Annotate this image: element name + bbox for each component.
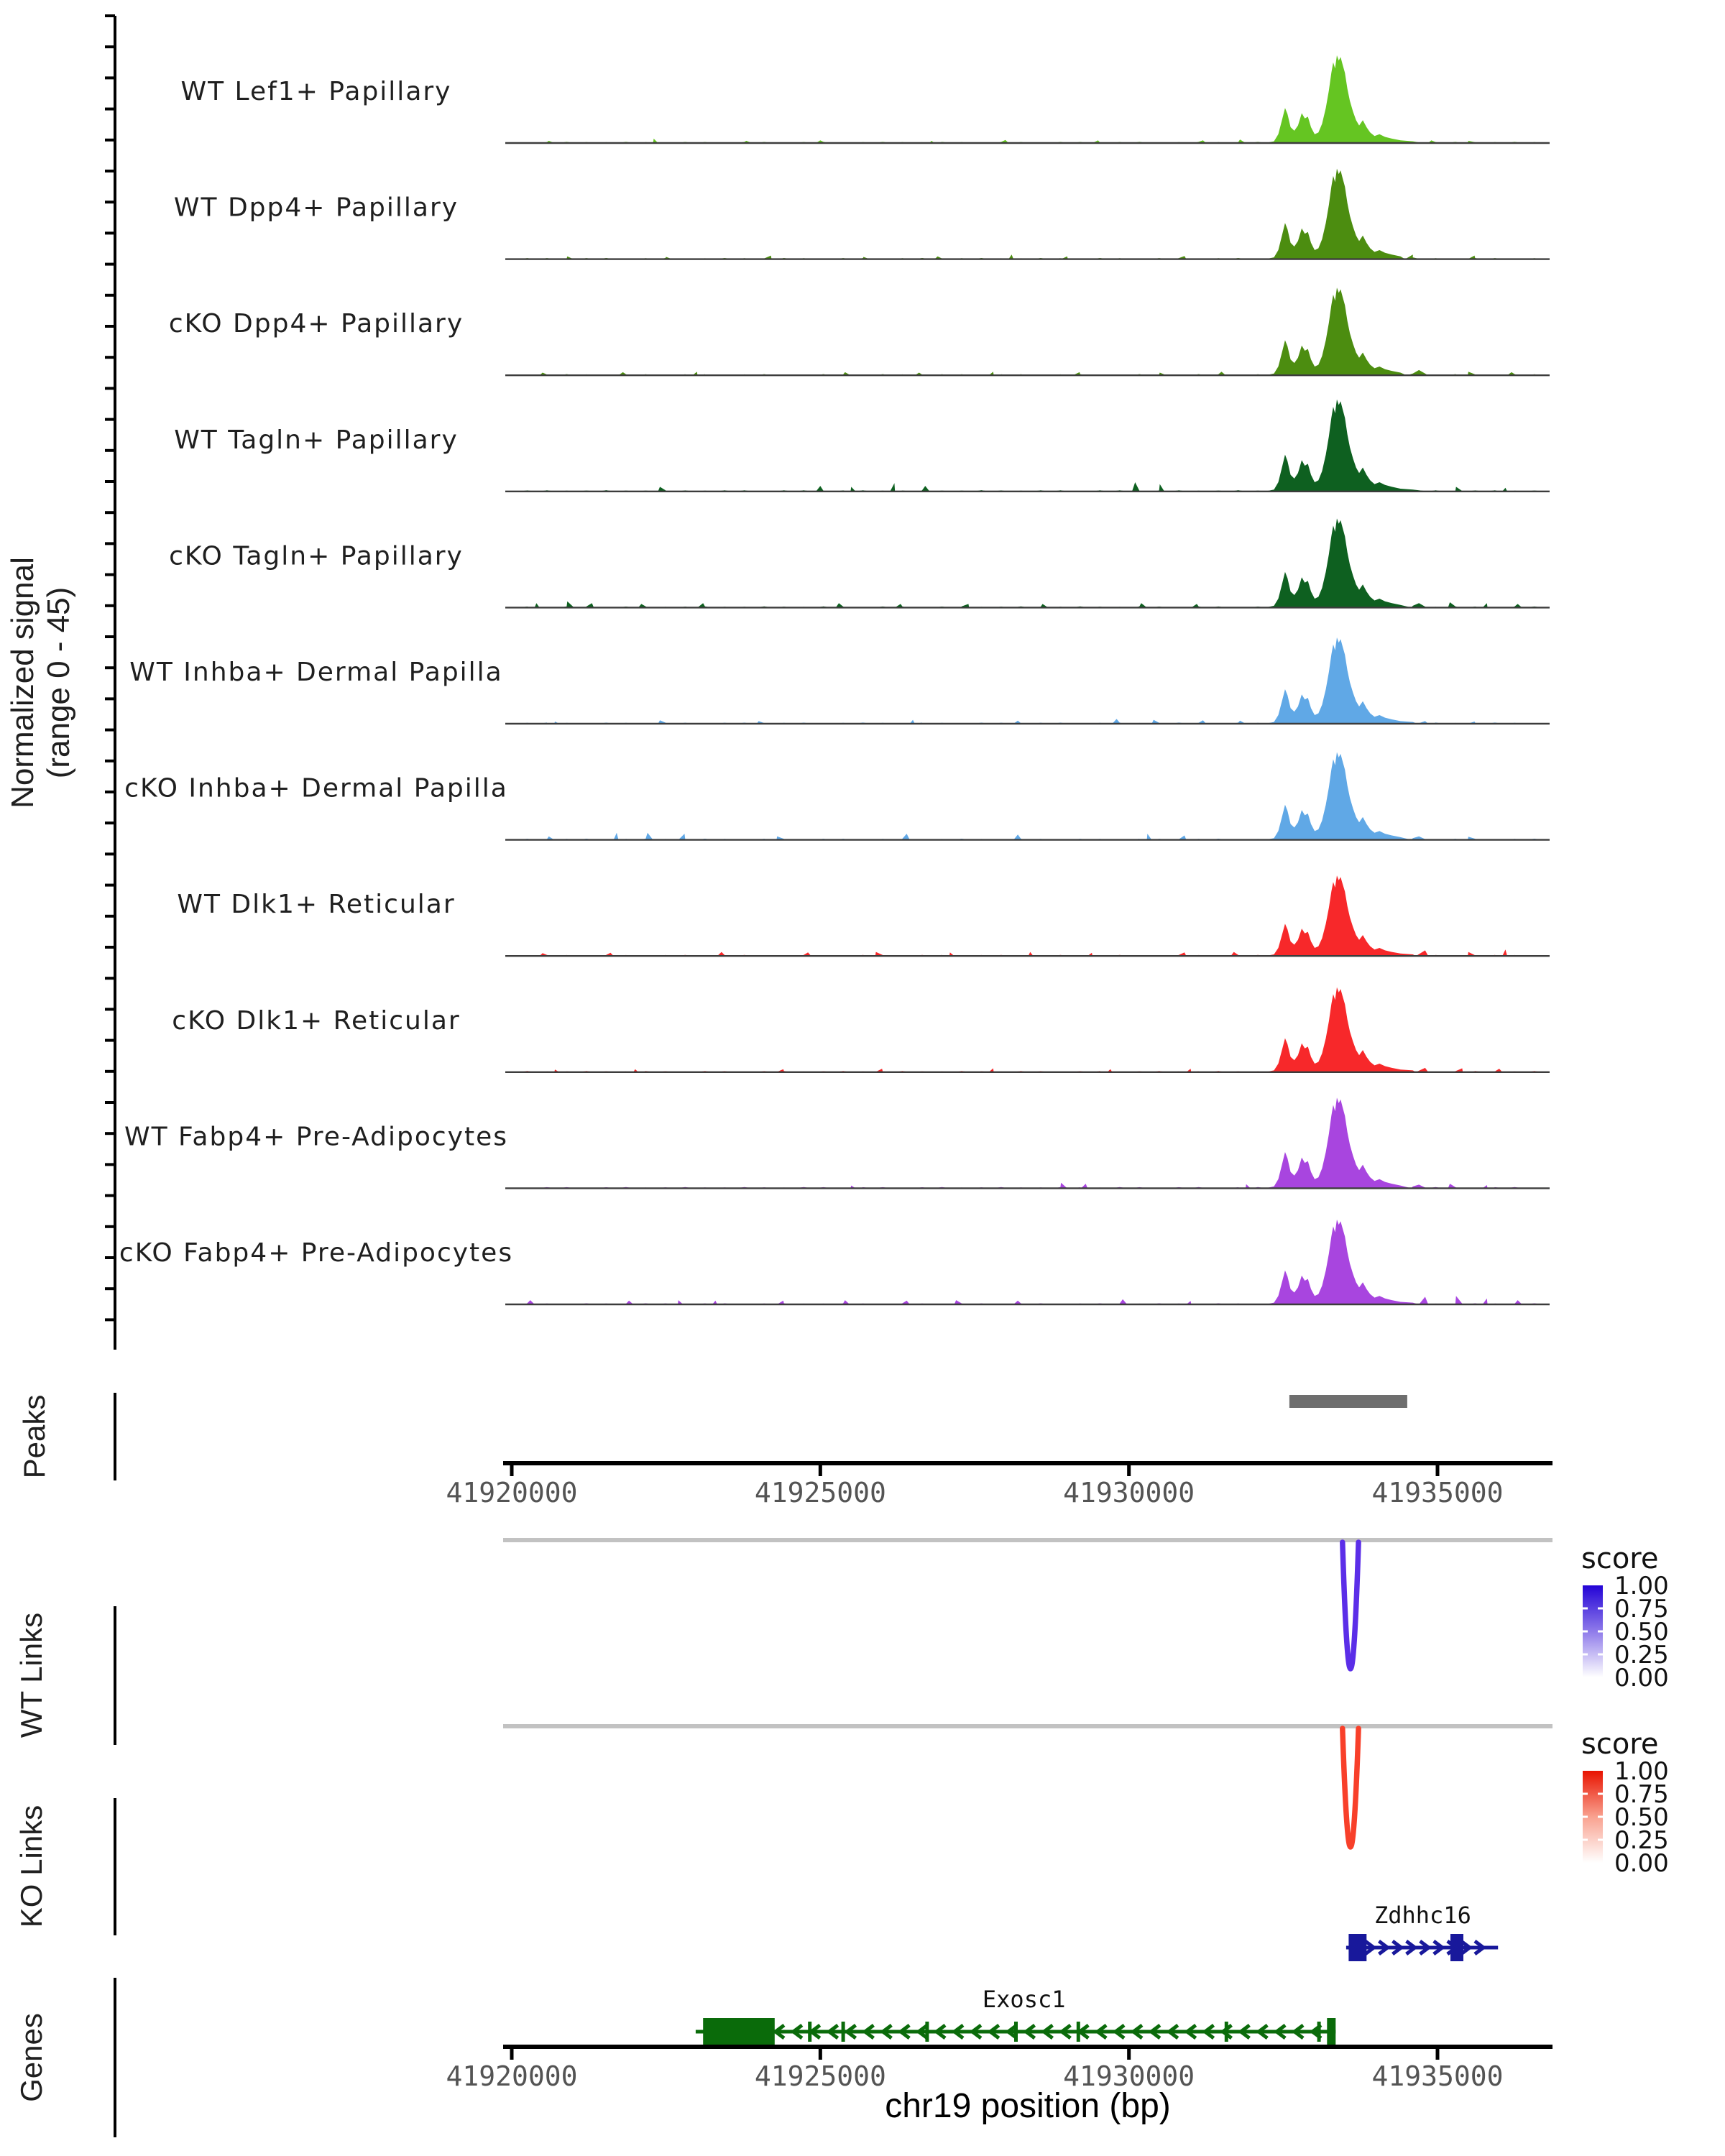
track-label: WT Fabp4+ Pre-Adipocytes <box>124 1122 508 1152</box>
signal-y-axis <box>105 16 115 1350</box>
signal-track-row <box>124 1097 1550 1188</box>
signal-area <box>509 518 1550 607</box>
signal-area <box>509 1220 1550 1304</box>
signal-area <box>509 637 1550 724</box>
track-label: WT Dlk1+ Reticular <box>177 890 456 920</box>
signal-track-row <box>172 987 1550 1072</box>
track-label: WT Tagln+ Papillary <box>174 425 459 455</box>
track-label: cKO Fabp4+ Pre-Adipocytes <box>119 1238 514 1268</box>
gene-exon-tick <box>1077 2022 1080 2042</box>
score-tick-label: 0.50 <box>1614 1618 1669 1646</box>
signal-track-row <box>124 752 1550 840</box>
signal-area <box>509 875 1550 956</box>
signal-track-row <box>181 55 1550 143</box>
genome-axis-tick-label: 41920000 <box>446 1477 578 1508</box>
wt-score-legend <box>1583 1572 1669 1692</box>
score-tick-label: 0.00 <box>1614 1849 1669 1878</box>
score-tick-label: 0.25 <box>1614 1641 1669 1669</box>
peaks-track <box>1289 1395 1407 1408</box>
genome-axis-tick-label: 41935000 <box>1371 1477 1504 1508</box>
track-label: cKO Tagln+ Papillary <box>169 541 464 571</box>
track-label: cKO Inhba+ Dermal Papilla <box>124 773 508 803</box>
wt-score-legend-title: score <box>1581 1542 1659 1575</box>
signal-track-row <box>169 518 1550 607</box>
track-label: WT Lef1+ Papillary <box>180 77 452 106</box>
ko-score-legend-title: score <box>1581 1728 1659 1761</box>
gene-exon-tick <box>1317 2022 1321 2042</box>
link-arc <box>1343 1542 1358 1669</box>
wt-links-section-label: WT Links <box>14 1612 48 1738</box>
track-label: cKO Dlk1+ Reticular <box>172 1005 461 1036</box>
gene-model <box>1346 1902 1498 1961</box>
signal-track-row <box>129 637 1550 724</box>
genome-axis-tick-label: 41930000 <box>1063 1477 1195 1508</box>
ko-links-section-label: KO Links <box>14 1805 48 1928</box>
gene-model <box>696 1986 1335 2045</box>
genome-axis-tick-label: 41935000 <box>1371 2060 1504 2092</box>
x-axis-title: chr19 position (bp) <box>885 2087 1171 2125</box>
y-axis-label-line1: Normalized signal <box>5 557 40 808</box>
genome-axis-top <box>446 1463 1552 1508</box>
signal-track-row <box>119 1220 1550 1304</box>
signal-area <box>509 169 1550 259</box>
ko-links-panel <box>503 1726 1552 1847</box>
gene-exon-tick <box>808 2022 811 2042</box>
signal-area <box>509 752 1550 840</box>
track-label: WT Inhba+ Dermal Papilla <box>129 658 503 687</box>
ko-score-legend <box>1583 1757 1669 1878</box>
gene-exon-tick <box>1225 2022 1228 2042</box>
genes-track <box>696 1902 1498 2045</box>
genes-section-label: Genes <box>14 2013 48 2102</box>
signal-area <box>509 287 1550 375</box>
signal-area <box>509 55 1550 143</box>
score-tick-label: 1.00 <box>1614 1572 1669 1600</box>
genome-axis-tick-label: 41925000 <box>754 2060 886 2092</box>
signal-track-row <box>169 287 1550 375</box>
score-tick-label: 0.75 <box>1614 1780 1669 1809</box>
gene-exon-box <box>1348 1934 1366 1961</box>
genome-axis-tick-label: 41920000 <box>446 2060 578 2092</box>
gene-exon-box <box>1450 1934 1463 1961</box>
score-tick-label: 0.75 <box>1614 1595 1669 1623</box>
link-arc <box>1343 1728 1358 1847</box>
genome-axis-tick-label: 41925000 <box>754 1477 886 1508</box>
signal-area <box>509 400 1550 492</box>
track-label: cKO Dpp4+ Papillary <box>168 309 464 339</box>
gene-exon-box <box>1327 2018 1335 2045</box>
y-axis-label-line2: (range 0 - 45) <box>41 586 76 779</box>
score-tick-label: 0.50 <box>1614 1803 1669 1832</box>
gene-exon-box <box>703 2018 775 2045</box>
gene-exon-tick <box>842 2022 845 2042</box>
gene-name-label: Exosc1 <box>982 1986 1066 2013</box>
score-tick-label: 0.25 <box>1614 1826 1669 1855</box>
gene-name-label: Zdhhc16 <box>1374 1902 1471 1929</box>
wt-links-panel <box>503 1540 1552 1669</box>
gene-exon-tick <box>925 2022 929 2042</box>
peak-region-bar <box>1289 1395 1407 1408</box>
signal-area <box>509 987 1550 1072</box>
signal-track-row <box>174 400 1550 492</box>
score-tick-label: 1.00 <box>1614 1757 1669 1786</box>
score-tick-label: 0.00 <box>1614 1664 1669 1692</box>
genome-axis-tick-label: 41930000 <box>1063 2060 1195 2092</box>
genome-axis-bottom <box>446 2047 1552 2092</box>
signal-track-row <box>177 875 1550 956</box>
track-label: WT Dpp4+ Papillary <box>173 193 459 223</box>
gene-exon-tick <box>1014 2022 1018 2042</box>
peaks-section-label: Peaks <box>17 1394 51 1479</box>
signal-track-row <box>174 169 1550 259</box>
signal-area <box>509 1097 1550 1188</box>
signal-tracks <box>119 55 1550 1304</box>
